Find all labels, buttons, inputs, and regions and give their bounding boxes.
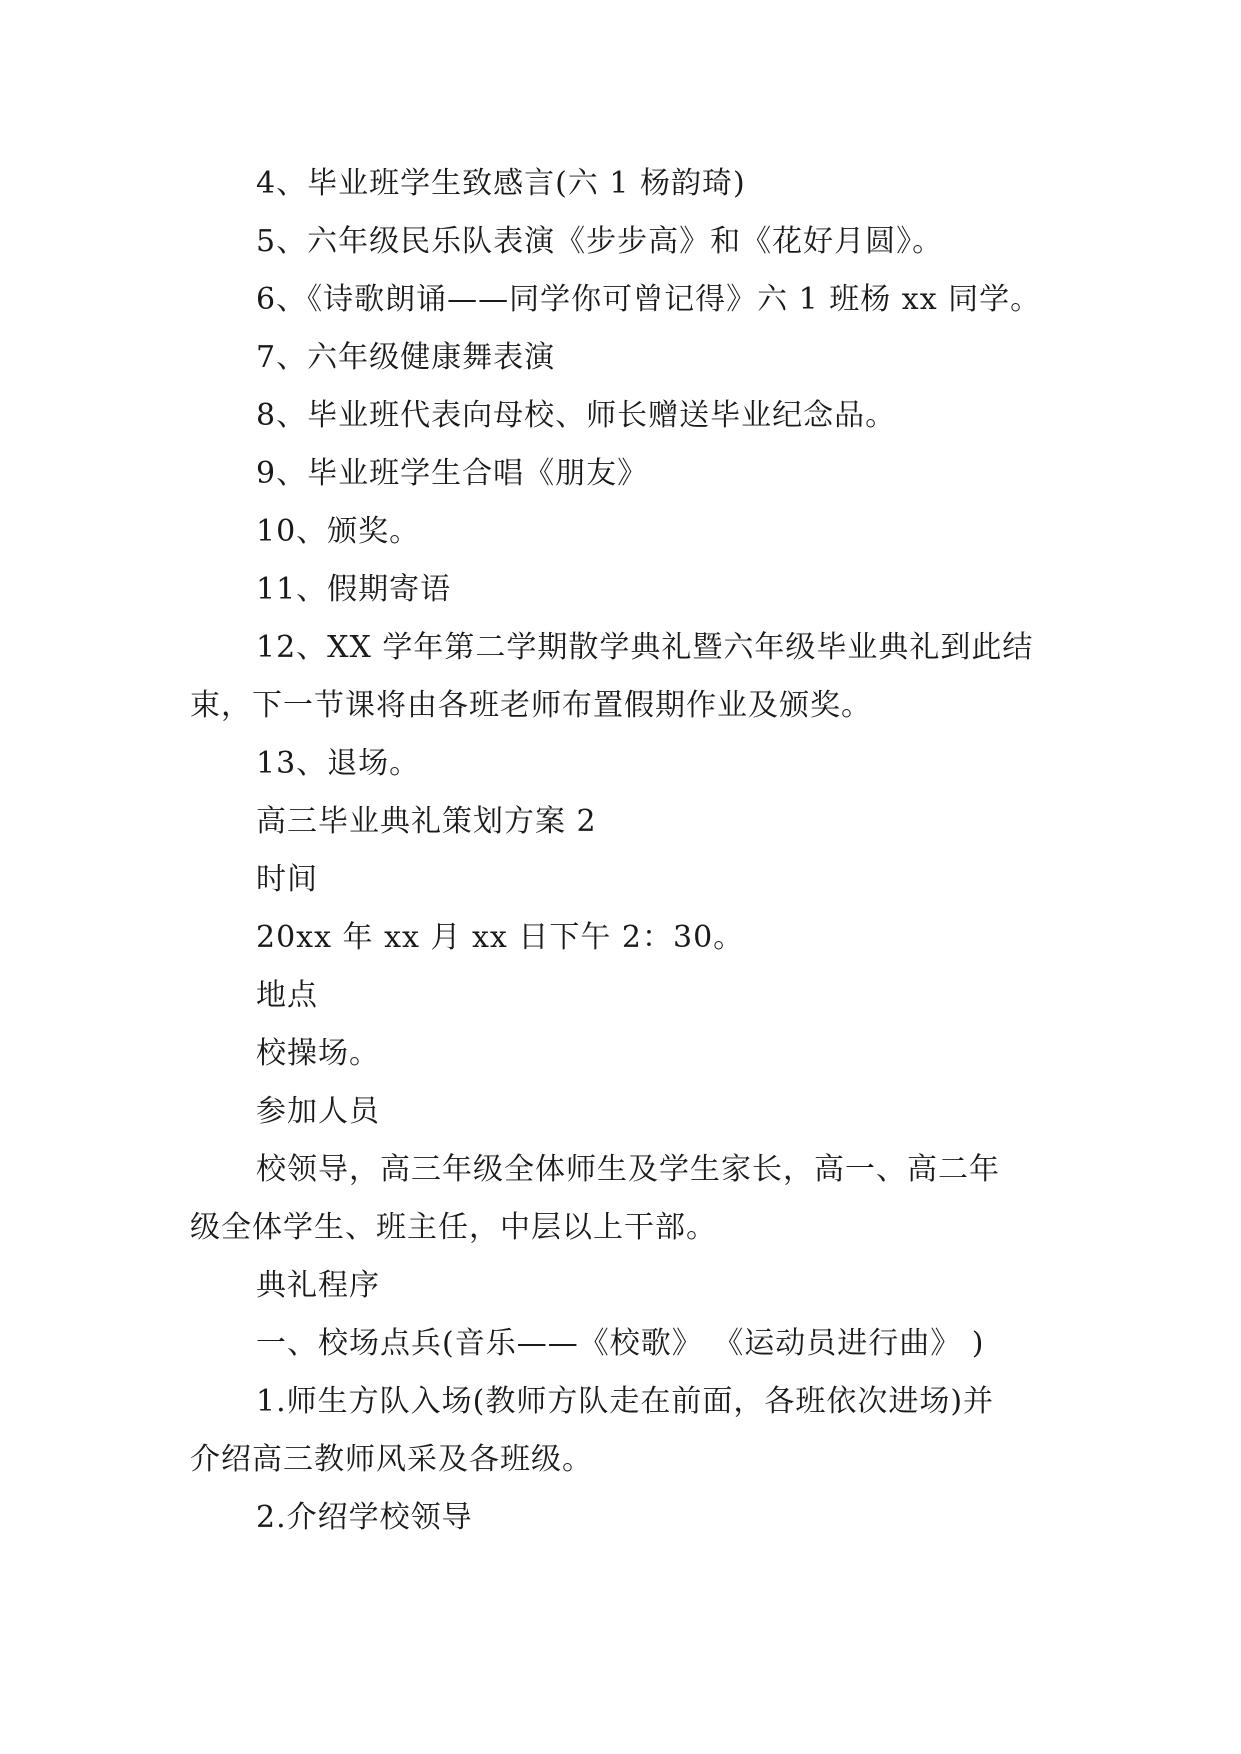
text-line: 10、颁奖。 — [256, 514, 421, 549]
text-line: 12、XX 学年第二学期散学典礼暨六年级毕业典礼到此结 — [256, 630, 1034, 665]
text-line: 8、毕业班代表向母校、师长赠送毕业纪念品。 — [256, 398, 897, 433]
text-line: 级全体学生、班主任，中层以上干部。 — [190, 1210, 717, 1245]
section-heading: 高三毕业典礼策划方案 2 — [256, 804, 597, 839]
text-line: 9、毕业班学生合唱《朋友》 — [256, 456, 649, 491]
text-line: 7、六年级健康舞表演 — [256, 340, 556, 375]
text-line: 时间 — [256, 862, 318, 897]
text-line: 13、退场。 — [256, 746, 421, 781]
text-line: 地点 — [256, 978, 318, 1013]
text-line: 4、毕业班学生致感言(六 1 杨韵琦) — [256, 166, 746, 201]
text-line: 5、六年级民乐队表演《步步高》和《花好月圆》。 — [256, 224, 944, 259]
text-line: 1.师生方队入场(教师方队走在前面，各班依次进场)并 — [256, 1384, 995, 1419]
text-line: 20xx 年 xx 月 xx 日下午 2：30。 — [256, 920, 745, 955]
text-line: 校操场。 — [256, 1036, 380, 1071]
text-line: 参加人员 — [256, 1094, 380, 1129]
text-line: 11、假期寄语 — [256, 572, 452, 607]
text-line: 束，下一节课将由各班老师布置假期作业及颁奖。 — [190, 688, 872, 723]
text-line: 典礼程序 — [256, 1268, 380, 1303]
text-line: 2.介绍学校领导 — [256, 1500, 473, 1535]
text-line: 6、《诗歌朗诵——同学你可曾记得》六 1 班杨 xx 同学。 — [256, 282, 1042, 317]
text-line: 校领导，高三年级全体师生及学生家长，高一、高二年 — [256, 1152, 1000, 1187]
text-line: 介绍高三教师风采及各班级。 — [190, 1442, 593, 1477]
text-line: 一、校场点兵(音乐——《校歌》 《运动员进行曲》 ) — [256, 1326, 985, 1361]
